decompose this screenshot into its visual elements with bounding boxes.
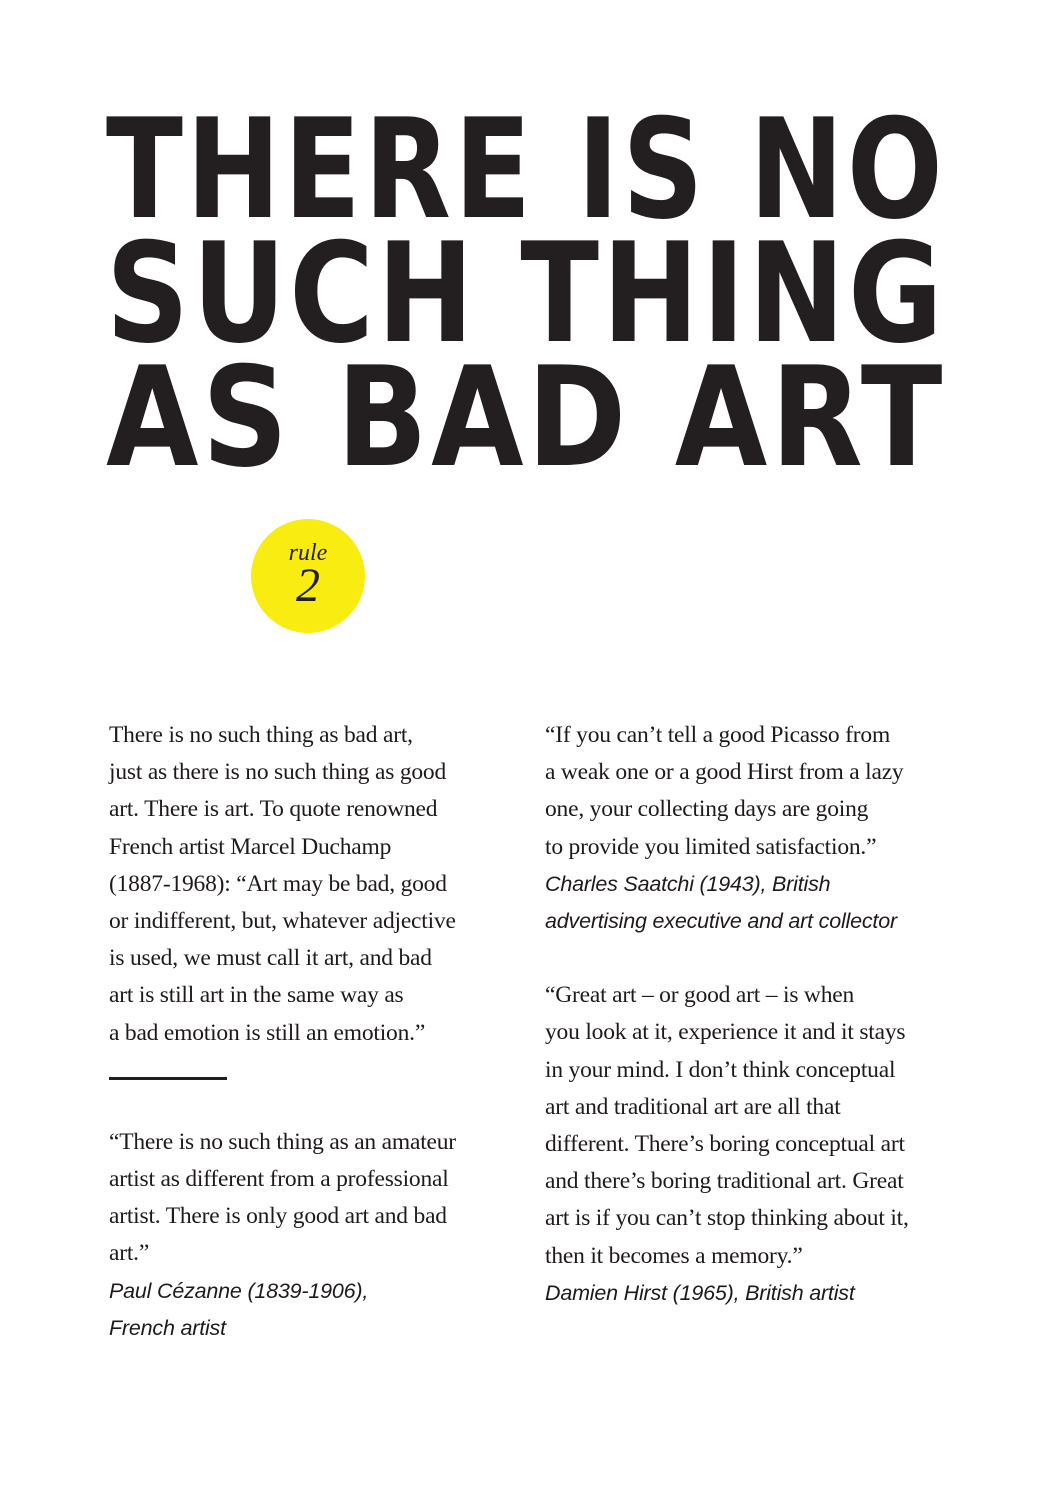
right-column	[545, 717, 965, 1312]
saatchi-attribution: Charles Saatchi (1943), British advertising executive and art collector	[545, 871, 897, 934]
rule-badge-number: 2	[296, 559, 320, 612]
saatchi-quote: “If you can’t tell a good Picasso from a weak one or a good Hirst from a lazy one, your collecting days are going to provide you limited satisfaction.”	[545, 722, 904, 860]
rule-badge-word: rule	[288, 540, 328, 566]
page-headline	[106, 89, 966, 499]
rule-badge	[251, 519, 365, 633]
cezanne-attribution: Paul Cézanne (1839-1906), French artist	[109, 1278, 369, 1340]
left-column	[109, 717, 509, 1347]
headline-line-2: SUCH THING	[106, 213, 946, 375]
hirst-attribution: Damien Hirst (1965), British artist	[545, 1280, 855, 1305]
divider	[109, 1077, 227, 1080]
headline-line-1: THERE IS NO	[106, 89, 947, 250]
headline-line-3: AS BAD ART	[106, 337, 946, 499]
cezanne-quote: “There is no such thing as an amateur artist as different from a professional artist. There is only good art and bad art.”	[109, 1128, 456, 1267]
spacer	[545, 940, 965, 977]
hirst-quote: “Great art – or good art – is when you look at it, experience it and it stays in your mind. I don’t think conceptual art and traditional art are all that different. There’s boring conceptual art and there’s boring traditional art. Great art is if you can’t stop thinking about it, then it becomes a memory.”	[545, 982, 909, 1269]
intro-paragraph: There is no such thing as bad art, just as there is no such thing as good art. There is art. To quote renowned French artist Marcel Duchamp (1887-1968): “Art may be bad, good or indifferent, but, whatever adjective is used, we must call it art, and bad art is still art in the same way as a bad emotion is still an emotion.”	[109, 722, 456, 1046]
